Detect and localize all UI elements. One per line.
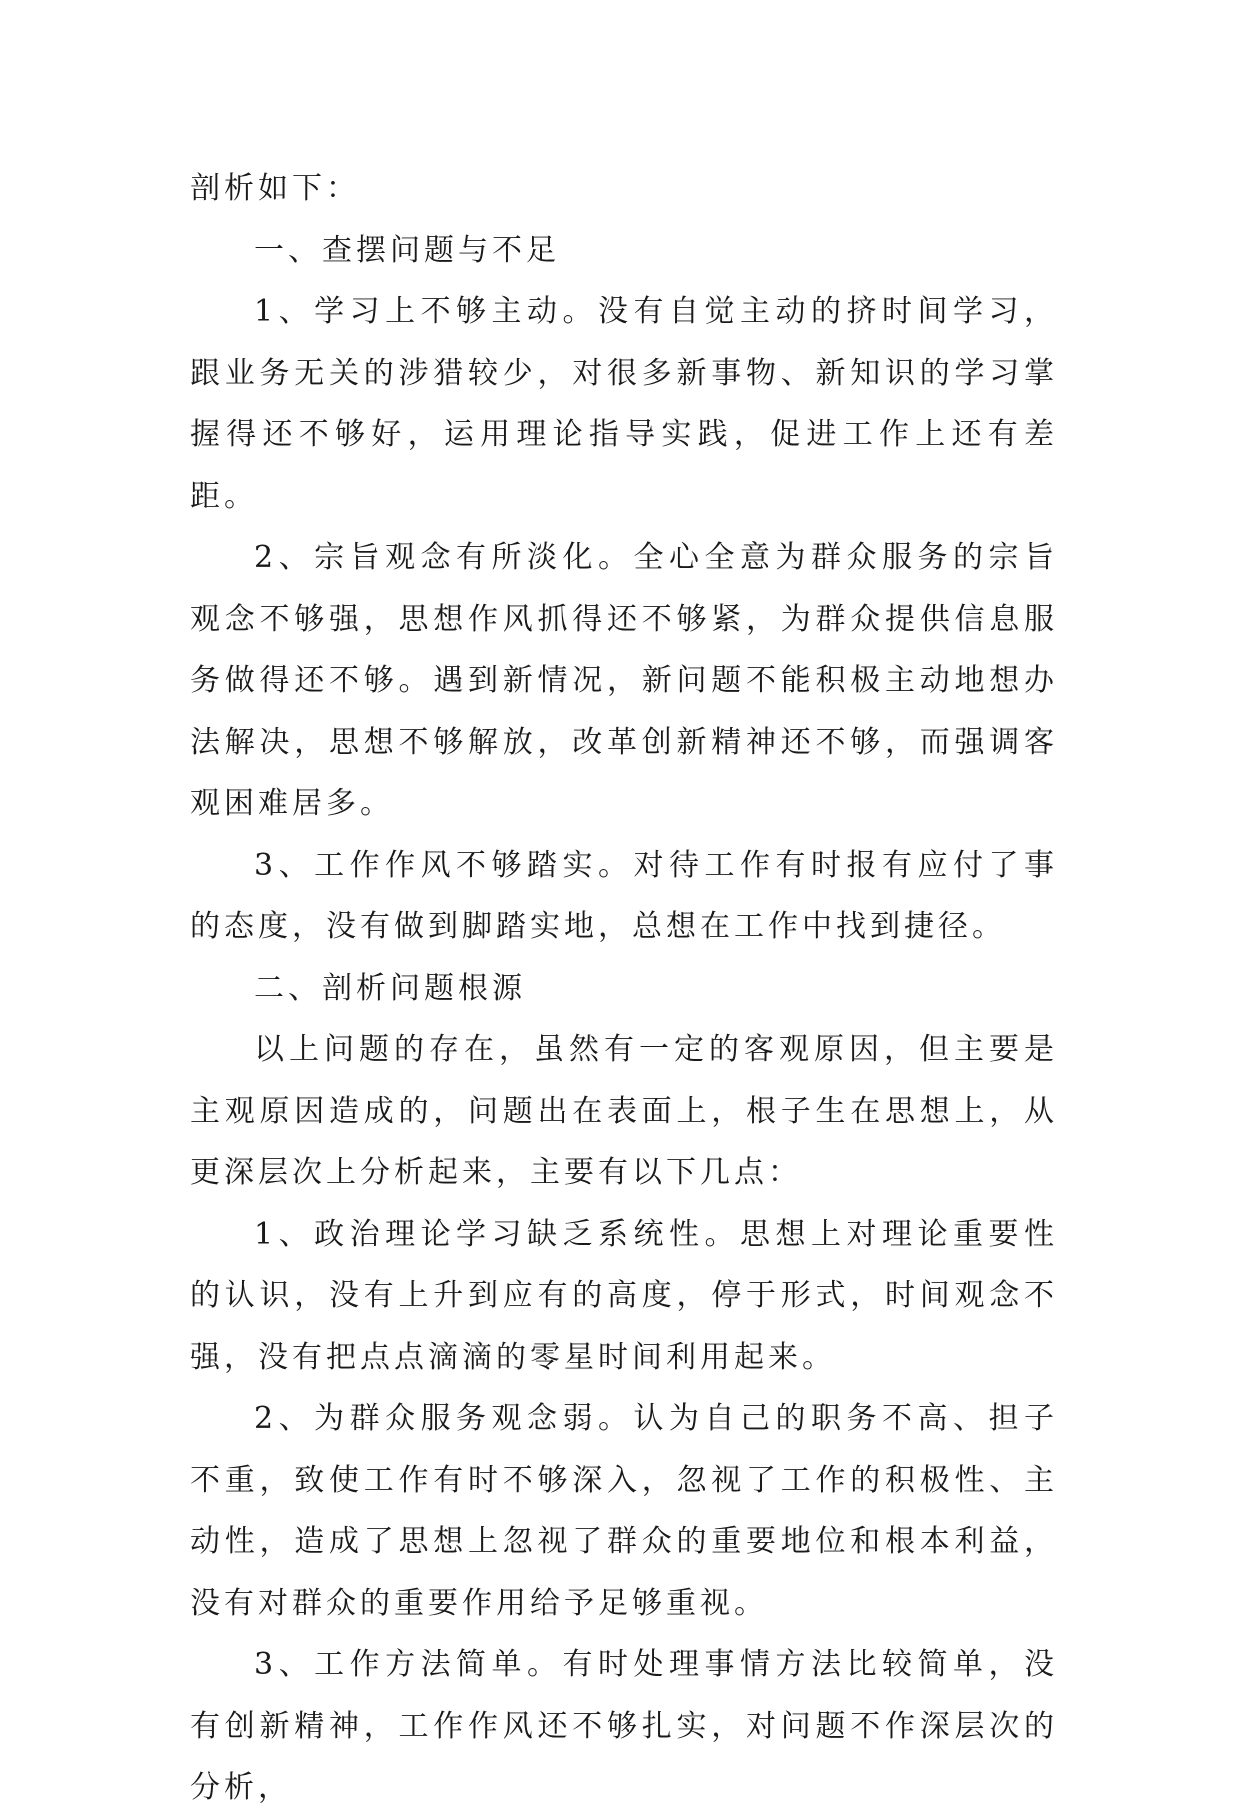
section-heading-problems: 一、查摆问题与不足 [254,232,560,268]
paragraph-problem-1: 1、学习上不够主动。没有自觉主动的挤时间学习，跟业务无关的涉猎较少，对很多新事物、新知识的学习掌握得还不够好，运用理论指导实践，促进工作上还有差距。 [190,294,1058,514]
document-body [190,158,1058,1819]
paragraph-problem-2: 2、宗旨观念有所淡化。全心全意为群众服务的宗旨观念不够强，思想作风抓得还不够紧，为群众提供信息服务做得还不够。遇到新情况，新问题不能积极主动地想办法解决，思想不够解放，改革创新精神还不够，而强调客观困难居多。 [190,540,1058,821]
paragraph-problem-3: 3、工作作风不够踏实。对待工作有时报有应付了事的态度，没有做到脚踏实地，总想在工作中找到捷径。 [190,847,1058,944]
paragraph-intro: 剖析如下： [190,171,360,206]
paragraph-root-3: 3、工作方法简单。有时处理事情方法比较简单，没有创新精神，工作作风还不够扎实，对问题不作深层次的分析， [190,1647,1058,1805]
paragraph-root-2: 2、为群众服务观念弱。认为自己的职务不高、担子不重，致使工作有时不够深入，忽视了工作的积极性、主动性，造成了思想上忽视了群众的重要地位和根本利益，没有对群众的重要作用给予足够重视。 [190,1401,1058,1621]
paragraph-roots-intro: 以上问题的存在，虽然有一定的客观原因，但主要是主观原因造成的，问题出在表面上，根子生在思想上，从更深层次上分析起来，主要有以下几点： [190,1032,1058,1190]
paragraph-root-1: 1、政治理论学习缺乏系统性。思想上对理论重要性的认识，没有上升到应有的高度，停于形式，时间观念不强，没有把点点滴滴的零星时间利用起来。 [190,1216,1058,1375]
section-heading-roots: 二、剖析问题根源 [254,970,526,1006]
